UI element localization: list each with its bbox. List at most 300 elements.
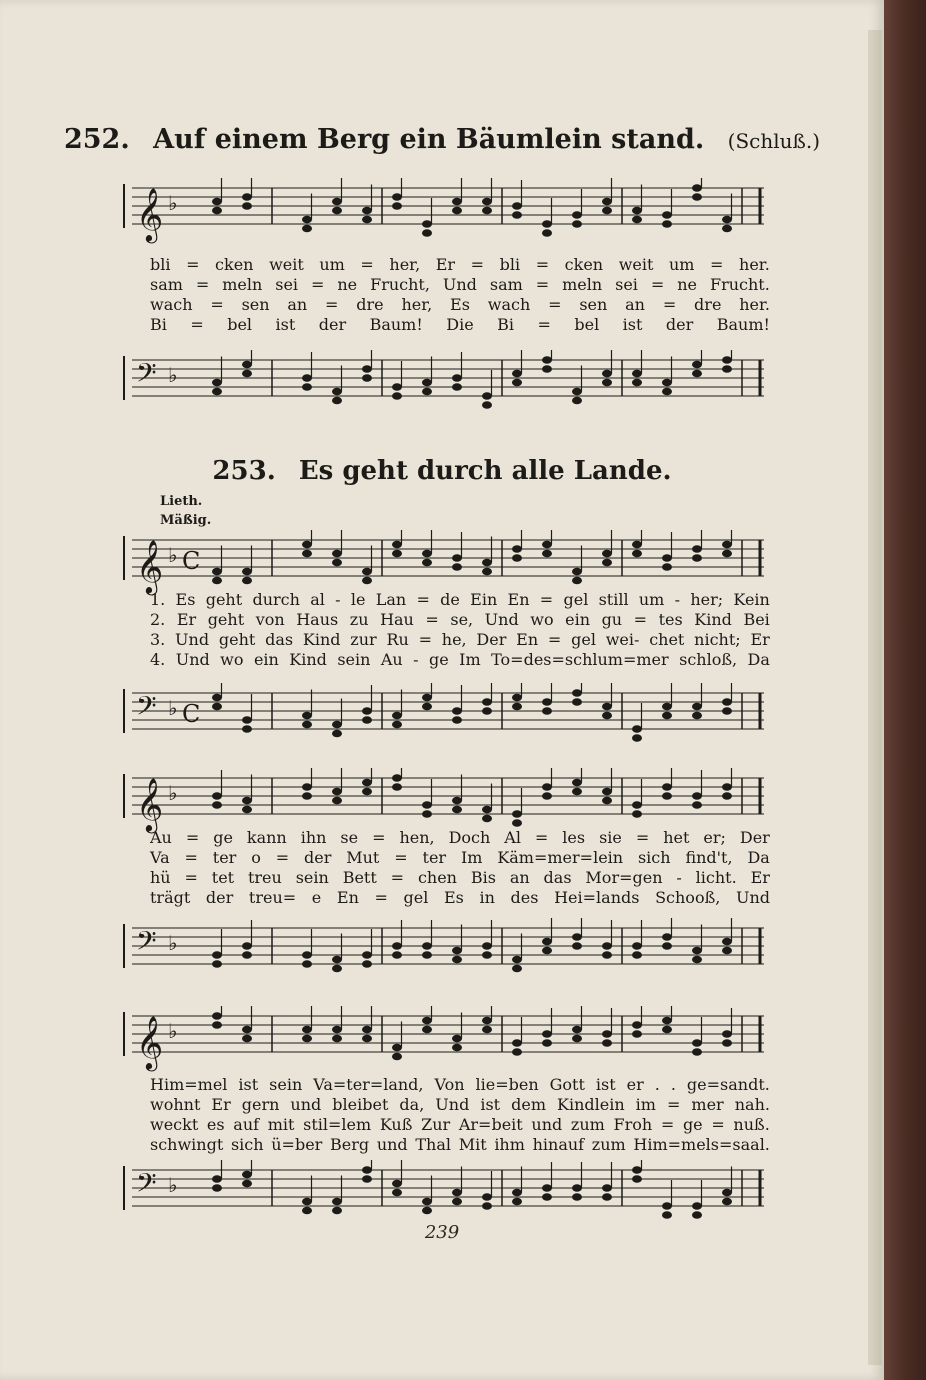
- note-head: [482, 951, 492, 959]
- note-head: [512, 956, 522, 964]
- note-head: [602, 379, 612, 387]
- lyric-syllable: Und: [484, 610, 519, 629]
- lyric-syllable: Die: [446, 315, 474, 334]
- note-head: [602, 370, 612, 378]
- note-head: [542, 947, 552, 955]
- note-head: [662, 783, 672, 791]
- note-head: [422, 229, 432, 237]
- note-head: [512, 545, 522, 553]
- lyric-syllable: =: [633, 610, 648, 629]
- note-head: [542, 698, 552, 706]
- lyric-syllable: Der: [739, 828, 770, 847]
- lyric-syllable: und: [531, 1115, 563, 1134]
- note-head: [722, 356, 732, 364]
- note-head: [572, 779, 582, 787]
- lyric-syllable: Er: [435, 255, 456, 274]
- note-head: [662, 1026, 672, 1034]
- lyric-syllable: =: [662, 295, 677, 314]
- lyric-syllable: =: [195, 275, 210, 294]
- lyric-syllable: =: [547, 630, 562, 649]
- lyric-syllable: se,: [450, 610, 474, 629]
- lyric-syllable: gu: [601, 610, 623, 629]
- note-head: [512, 1189, 522, 1197]
- lyric-syllable: still: [598, 590, 629, 609]
- lyric-syllable: Er: [750, 868, 770, 887]
- note-head: [332, 1026, 342, 1034]
- note-head: [722, 365, 732, 373]
- note-head: [542, 229, 552, 237]
- lyric-syllable: und: [290, 1095, 322, 1114]
- note-head: [392, 774, 402, 782]
- lyric-syllable: al: [310, 590, 325, 609]
- note-head: [662, 1017, 672, 1025]
- lyric-syllable: Der: [476, 630, 507, 649]
- note-head: [362, 788, 372, 796]
- lyric-syllable: 1.: [150, 590, 166, 609]
- lyric-syllable: =: [416, 590, 430, 609]
- lyric-syllable: wo: [220, 650, 244, 669]
- note-head: [692, 801, 702, 809]
- lyric-syllable: Va=ter=land,: [313, 1075, 424, 1094]
- lyric-syllable: ist: [275, 315, 296, 334]
- note-head: [542, 1193, 552, 1201]
- note-head: [662, 703, 672, 711]
- page-number: 239: [424, 1222, 460, 1243]
- lyric-line: [150, 1075, 770, 1095]
- note-head: [212, 198, 222, 206]
- common-time-icon: C: [182, 700, 201, 728]
- lyric-syllable: bleibet: [332, 1095, 389, 1114]
- page-edge: [868, 30, 882, 1365]
- note-head: [692, 947, 702, 955]
- note-head: [722, 216, 732, 224]
- note-head: [332, 397, 342, 405]
- treble-clef-icon: 𝄞: [136, 1015, 164, 1069]
- lyric-syllable: =: [535, 255, 550, 274]
- note-head: [242, 806, 252, 814]
- lyric-syllable: sich: [230, 1135, 264, 1154]
- note-head: [542, 356, 552, 364]
- lyric-line: [150, 650, 770, 670]
- note-head: [452, 198, 462, 206]
- note-head: [422, 703, 432, 711]
- hymn-252-bass-staff: [122, 350, 768, 410]
- note-head: [632, 207, 642, 215]
- note-head: [602, 712, 612, 720]
- lyric-syllable: Und: [435, 1095, 470, 1114]
- lyric-syllable: zum: [570, 1115, 605, 1134]
- lyric-syllable: weit: [618, 255, 654, 274]
- lyric-syllable: an: [509, 868, 530, 887]
- lyric-syllable: sen: [241, 295, 270, 314]
- lyric-syllable: sei: [275, 275, 299, 294]
- lyric-syllable: =: [635, 828, 650, 847]
- note-head: [242, 1035, 252, 1043]
- note-head: [602, 951, 612, 959]
- note-head: [452, 1044, 462, 1052]
- lyric-syllable: ge: [213, 828, 233, 847]
- lyric-syllable: 3.: [150, 630, 166, 649]
- lyric-syllable: =: [535, 275, 550, 294]
- lyric-syllable: hü: [150, 868, 171, 887]
- hymn-252-note: (Schluß.): [727, 129, 821, 153]
- note-head: [602, 198, 612, 206]
- note-head: [302, 721, 312, 729]
- lyric-syllable: Froh: [613, 1115, 653, 1134]
- note-head: [572, 211, 582, 219]
- note-head: [722, 707, 732, 715]
- note-head: [482, 401, 492, 409]
- bass-clef-icon: 𝄢: [136, 690, 157, 728]
- lyric-syllable: das: [543, 868, 572, 887]
- note-head: [422, 1017, 432, 1025]
- note-head: [722, 1039, 732, 1047]
- lyric-syllable: des: [510, 888, 539, 907]
- lyric-syllable: her;: [690, 590, 724, 609]
- lyric-syllable: sie: [599, 828, 622, 847]
- note-head: [242, 1171, 252, 1179]
- note-head: [212, 207, 222, 215]
- lyric-line: [150, 590, 770, 610]
- note-head: [572, 388, 582, 396]
- lyric-syllable: durch: [252, 590, 300, 609]
- note-head: [242, 942, 252, 950]
- note-head: [662, 942, 672, 950]
- lyric-syllable: um: [319, 255, 345, 274]
- note-head: [242, 370, 252, 378]
- lyric-syllable: -: [676, 868, 682, 887]
- note-head: [572, 1184, 582, 1192]
- lyric-syllable: bli: [499, 255, 521, 274]
- lyric-syllable: .: [654, 1075, 660, 1094]
- note-head: [392, 942, 402, 950]
- lyric-syllable: En: [507, 590, 530, 609]
- lyric-syllable: =: [374, 888, 388, 907]
- note-head: [302, 1207, 312, 1215]
- note-head: [452, 1189, 462, 1197]
- lyric-syllable: treu=: [248, 888, 297, 907]
- hymn-253-title: [0, 456, 884, 486]
- lyric-syllable: -: [413, 650, 419, 669]
- lyric-syllable: sei: [615, 275, 638, 294]
- note-head: [362, 1166, 372, 1174]
- note-head: [572, 1193, 582, 1201]
- note-head: [542, 783, 552, 791]
- note-head: [302, 216, 312, 224]
- note-head: [332, 1035, 342, 1043]
- note-head: [632, 216, 642, 224]
- note-head: [392, 721, 402, 729]
- note-head: [362, 207, 372, 215]
- note-head: [632, 734, 642, 742]
- lyric-syllable: da,: [399, 1095, 425, 1114]
- lyric-syllable: Im: [460, 848, 483, 867]
- note-head: [362, 1035, 372, 1043]
- lyric-syllable: ist: [480, 1095, 501, 1114]
- lyric-syllable: =: [394, 848, 408, 867]
- note-head: [632, 379, 642, 387]
- lyric-syllable: =: [360, 255, 374, 274]
- hymn-253-title-text: Es geht durch alle Lande.: [298, 456, 672, 486]
- note-head: [392, 541, 402, 549]
- note-head: [722, 225, 732, 233]
- lyric-syllable: =: [534, 828, 549, 847]
- note-head: [512, 694, 522, 702]
- lyric-syllable: =: [418, 630, 432, 649]
- note-head: [722, 541, 732, 549]
- lyric-syllable: wach: [487, 295, 531, 314]
- flat-icon: ♭: [168, 1019, 178, 1043]
- lyric-syllable: sam: [150, 275, 183, 294]
- lyric-syllable: der: [665, 315, 694, 334]
- lyric-syllable: Gott: [549, 1075, 585, 1094]
- lyric-syllable: bli: [150, 255, 171, 274]
- lyric-line: [150, 1095, 770, 1115]
- note-head: [362, 960, 372, 968]
- note-head: [302, 712, 312, 720]
- lyric-syllable: sein: [295, 868, 329, 887]
- note-head: [632, 810, 642, 818]
- flat-icon: ♭: [168, 1173, 178, 1197]
- note-head: [452, 207, 462, 215]
- note-head: [362, 568, 372, 576]
- note-head: [692, 956, 702, 964]
- note-head: [452, 707, 462, 715]
- note-head: [482, 942, 492, 950]
- lyric-syllable: ein: [253, 650, 279, 669]
- lyric-syllable: gel: [403, 888, 429, 907]
- note-head: [572, 1026, 582, 1034]
- hymn-252-number: 252.: [63, 124, 130, 155]
- note-head: [332, 721, 342, 729]
- lyric-syllable: =: [325, 295, 339, 314]
- note-head: [602, 559, 612, 567]
- note-head: [602, 1030, 612, 1038]
- note-head: [482, 707, 492, 715]
- note-head: [422, 1198, 432, 1206]
- lyric-syllable: um: [638, 590, 665, 609]
- flat-icon: ♭: [168, 191, 178, 215]
- note-head: [422, 694, 432, 702]
- hymn-253-system1-treble: [122, 530, 768, 593]
- lyric-line: [150, 610, 770, 630]
- note-head: [632, 801, 642, 809]
- lyric-syllable: trägt: [150, 888, 191, 907]
- flat-icon: ♭: [168, 781, 178, 805]
- lyric-syllable: Kind: [694, 610, 732, 629]
- note-head: [602, 550, 612, 558]
- note-head: [482, 559, 492, 567]
- lyric-syllable: Kind: [289, 650, 327, 669]
- lyric-syllable: ter: [212, 848, 237, 867]
- note-head: [242, 202, 252, 210]
- lyric-syllable: ü=ber: [271, 1135, 323, 1154]
- note-head: [632, 1175, 642, 1183]
- lyric-syllable: der: [304, 848, 332, 867]
- note-head: [632, 942, 642, 950]
- lyric-line: [150, 828, 770, 848]
- lyric-syllable: gel: [563, 590, 589, 609]
- note-head: [602, 797, 612, 805]
- note-head: [512, 703, 522, 711]
- note-head: [632, 550, 642, 558]
- lyric-syllable: chen: [417, 868, 457, 887]
- lyric-syllable: schwingt: [150, 1135, 224, 1154]
- note-head: [542, 1184, 552, 1192]
- lyric-syllable: ist: [622, 315, 643, 334]
- tempo-label: Mäßig.: [160, 513, 212, 528]
- lyric-syllable: Mut: [346, 848, 380, 867]
- lyric-syllable: Es: [175, 590, 196, 609]
- lyric-syllable: Ru: [386, 630, 409, 649]
- note-head: [692, 370, 702, 378]
- lyric-syllable: wei-: [605, 630, 640, 649]
- lyric-syllable: ist: [595, 1075, 616, 1094]
- lyric-syllable: En: [516, 630, 539, 649]
- note-head: [242, 361, 252, 369]
- note-head: [362, 1175, 372, 1183]
- note-head: [422, 388, 432, 396]
- lyric-syllable: Und: [175, 630, 210, 649]
- note-head: [692, 703, 702, 711]
- note-head: [302, 374, 312, 382]
- note-head: [482, 392, 492, 400]
- note-head: [302, 960, 312, 968]
- lyric-line: [150, 1115, 770, 1135]
- lyric-syllable: =: [537, 315, 551, 334]
- note-head: [362, 577, 372, 585]
- note-head: [542, 541, 552, 549]
- note-head: [482, 815, 492, 823]
- lyric-syllable: cken: [564, 255, 604, 274]
- lyric-syllable: Thal: [415, 1135, 451, 1154]
- lyric-syllable: =: [184, 868, 198, 887]
- note-head: [212, 379, 222, 387]
- note-head: [392, 712, 402, 720]
- note-head: [212, 577, 222, 585]
- lyric-syllable: in: [479, 888, 495, 907]
- note-head: [392, 383, 402, 391]
- note-head: [212, 694, 222, 702]
- lyric-syllable: Kuß: [379, 1115, 413, 1134]
- note-head: [632, 1030, 642, 1038]
- note-head: [542, 792, 552, 800]
- note-head: [452, 563, 462, 571]
- note-head: [662, 792, 672, 800]
- lyric-syllable: er: [626, 1075, 644, 1094]
- lyric-syllable: sam: [489, 275, 523, 294]
- note-head: [302, 951, 312, 959]
- hymn-253-system3-bass: [122, 1160, 768, 1220]
- lyric-syllable: gel: [571, 630, 596, 649]
- lyric-syllable: ihn: [300, 828, 327, 847]
- lyric-syllable: =: [470, 255, 485, 274]
- note-head: [212, 951, 222, 959]
- lyric-syllable: hen,: [399, 828, 435, 847]
- note-head: [692, 361, 702, 369]
- lyric-syllable: her,: [389, 255, 421, 274]
- lyric-syllable: dre: [356, 295, 384, 314]
- lyric-syllable: mer: [691, 1095, 724, 1114]
- lyric-line: [150, 888, 770, 908]
- note-head: [662, 379, 672, 387]
- lyric-syllable: 4.: [150, 650, 166, 669]
- lyric-syllable: sein: [337, 650, 371, 669]
- note-head: [392, 392, 402, 400]
- note-head: [692, 193, 702, 201]
- note-head: [542, 1030, 552, 1038]
- lyric-syllable: Kindlein: [557, 1095, 625, 1114]
- note-head: [602, 788, 612, 796]
- note-head: [392, 1189, 402, 1197]
- note-head: [452, 1035, 462, 1043]
- note-head: [212, 960, 222, 968]
- lyric-syllable: Es: [443, 888, 464, 907]
- lyric-syllable: weckt: [150, 1115, 199, 1134]
- lyric-syllable: Lan: [375, 590, 407, 609]
- note-head: [542, 365, 552, 373]
- note-head: [332, 965, 342, 973]
- lyric-syllable: =: [372, 828, 386, 847]
- note-head: [662, 388, 672, 396]
- note-head: [212, 1175, 222, 1183]
- note-head: [422, 942, 432, 950]
- note-head: [722, 1198, 732, 1206]
- note-head: [242, 725, 252, 733]
- note-head: [242, 716, 252, 724]
- note-head: [362, 374, 372, 382]
- note-head: [392, 783, 402, 791]
- lyric-syllable: Im: [459, 650, 481, 669]
- note-head: [692, 554, 702, 562]
- lyric-syllable: zum: [591, 1135, 626, 1154]
- lyric-syllable: Baum!: [369, 315, 423, 334]
- note-head: [542, 1039, 552, 1047]
- lyric-syllable: ge: [682, 1115, 703, 1134]
- note-head: [482, 207, 492, 215]
- note-head: [392, 550, 402, 558]
- note-head: [212, 801, 222, 809]
- note-head: [722, 947, 732, 955]
- note-head: [392, 1180, 402, 1188]
- note-head: [302, 225, 312, 233]
- lyric-syllable: =: [185, 828, 200, 847]
- lyric-syllable: le: [350, 590, 366, 609]
- lyric-syllable: =: [210, 295, 224, 314]
- lyric-syllable: und: [376, 1135, 408, 1154]
- lyric-syllable: Haus: [296, 610, 339, 629]
- note-head: [302, 1026, 312, 1034]
- lyric-syllable: Da: [747, 848, 770, 867]
- lyric-syllable: ein: [565, 610, 591, 629]
- hymn-253-system3-treble: [122, 1006, 768, 1069]
- hymn-252-title-text: Auf einem Berg ein Bäumlein stand.: [153, 124, 705, 155]
- lyric-syllable: =: [711, 1115, 725, 1134]
- lyric-line: [150, 1135, 770, 1155]
- lyric-line: [150, 275, 770, 295]
- lyric-syllable: Mit: [458, 1135, 487, 1154]
- lyric-syllable: weit: [269, 255, 304, 274]
- lyric-syllable: der: [205, 888, 234, 907]
- note-head: [512, 1039, 522, 1047]
- lyric-syllable: Al: [504, 828, 521, 847]
- note-head: [512, 965, 522, 973]
- lyric-syllable: Bett: [342, 868, 377, 887]
- lyric-syllable: de: [440, 590, 460, 609]
- lyric-syllable: Er: [211, 1095, 231, 1114]
- note-head: [302, 792, 312, 800]
- note-head: [392, 1044, 402, 1052]
